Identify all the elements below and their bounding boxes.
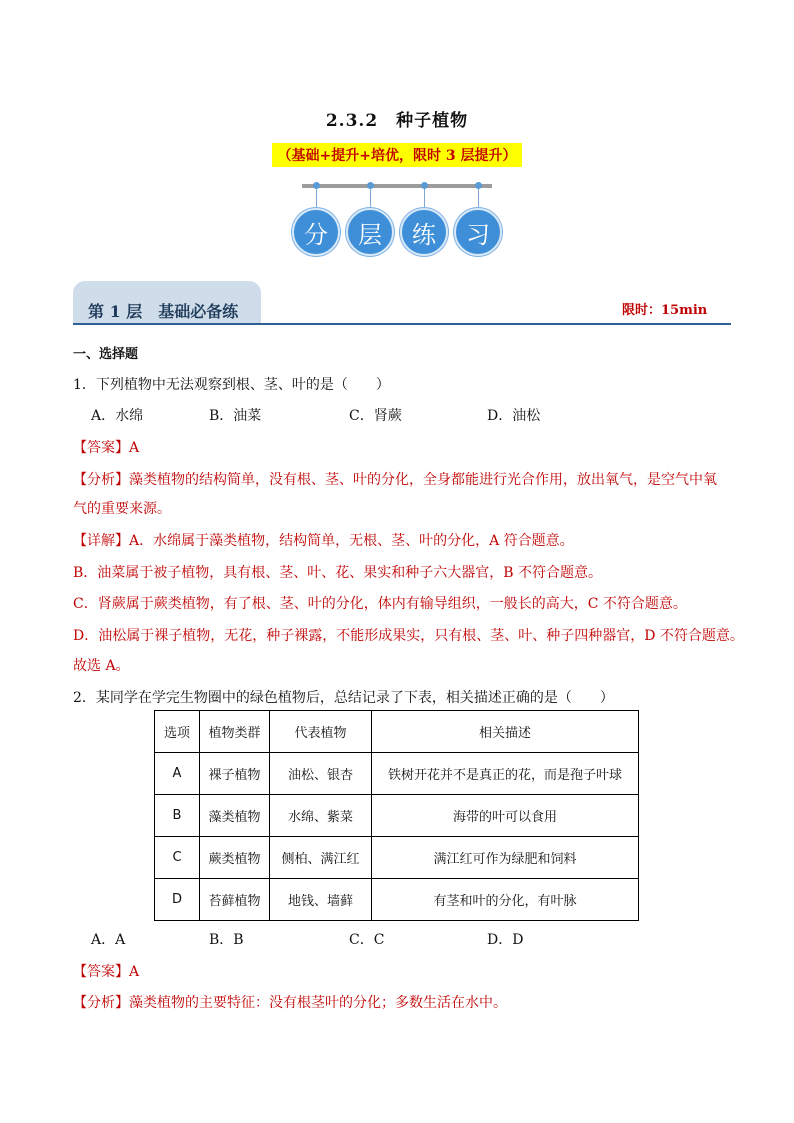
- table-cell: 满江红可作为绿肥和饲料: [372, 837, 639, 879]
- q2-option-d: D．D: [487, 932, 524, 948]
- badge-xi: 习: [454, 208, 502, 256]
- analysis-tag: 【分析】: [73, 472, 129, 488]
- answer-tag: 【答案】: [73, 964, 129, 980]
- table-header: 选项: [155, 711, 200, 753]
- table-cell: B: [155, 795, 200, 837]
- table-row: [155, 753, 639, 795]
- table-row: [155, 795, 639, 837]
- table-cell: 有茎和叶的分化，有叶脉: [372, 879, 639, 921]
- table-cell: 地钱、墙藓: [270, 879, 372, 921]
- q2-analysis: [73, 992, 507, 1012]
- q1-detail-d: D．油松属于裸子植物，无花，种子裸露，不能形成果实，只有根、茎、叶、种子四种器官，D 不符合题意。: [73, 628, 744, 644]
- q1-analysis-cont: 气的重要来源。: [73, 501, 171, 517]
- q1-stem: 1．下列植物中无法观察到根、茎、叶的是（ ）: [73, 377, 390, 393]
- badge-string: [370, 186, 371, 208]
- rail-knob-icon: [421, 182, 428, 189]
- q1-analysis: [73, 469, 717, 489]
- q1-detail-c: C．肾蕨属于蕨类植物，有了根、茎、叶的分化，体内有输导组织，一般长的高大，C 不符合题意。: [73, 596, 687, 612]
- table-header: 相关描述: [372, 711, 639, 753]
- rail-knob-icon: [367, 182, 374, 189]
- q1-option-b: B．油菜: [209, 408, 262, 424]
- q2-answer: [73, 961, 139, 981]
- table-row: [155, 879, 639, 921]
- table-cell: 苔藓植物: [200, 879, 270, 921]
- q1-option-a: A．水绵: [91, 408, 144, 424]
- analysis-text: 藻类植物的主要特征：没有根茎叶的分化；多数生活在水中。: [129, 995, 507, 1011]
- table-cell: 侧柏、满江红: [270, 837, 372, 879]
- time-limit: 限时：15min: [622, 303, 708, 318]
- badge-rail: [302, 184, 492, 188]
- badge-lian: 练: [400, 208, 448, 256]
- analysis-text: 藻类植物的结构简单，没有根、茎、叶的分化，全身都能进行光合作用，放出氧气，是空气中氧: [129, 472, 717, 488]
- rail-knob-icon: [475, 182, 482, 189]
- analysis-tag: 【分析】: [73, 995, 129, 1011]
- q2-stem: 2．某同学在学完生物圈中的绿色植物后，总结记录了下表，相关描述正确的是（ ）: [73, 690, 614, 706]
- q2-option-c: C．C: [349, 932, 385, 948]
- page-title: 2.3.2 种子植物: [325, 111, 469, 131]
- badge-fen: 分: [292, 208, 340, 256]
- table-cell: 水绵、紫菜: [270, 795, 372, 837]
- q1-answer: [73, 437, 139, 457]
- q1-option-c: C．肾蕨: [349, 408, 402, 424]
- level-label: 第 1 层 基础必备练: [88, 302, 239, 321]
- subtitle-wrap: [0, 143, 794, 167]
- badge-ceng: 层: [346, 208, 394, 256]
- table-header-row: [155, 711, 639, 753]
- table-cell: 油松、银杏: [270, 753, 372, 795]
- badge-string: [316, 186, 317, 208]
- answer-value: A: [129, 440, 140, 456]
- table-row: [155, 837, 639, 879]
- q2-table: [154, 710, 639, 921]
- q1-detail-a: [73, 530, 574, 550]
- badge-string: [424, 186, 425, 208]
- subtitle: （基础+提升+培优，限时 3 层提升）: [272, 143, 523, 167]
- answer-tag: 【答案】: [73, 440, 129, 456]
- level-divider: [73, 323, 731, 325]
- badge-string: [478, 186, 479, 208]
- table-cell: C: [155, 837, 200, 879]
- detail-text: A．水绵属于藻类植物，结构简单，无根、茎、叶的分化，A 符合题意。: [129, 533, 574, 549]
- q1-conclusion: 故选 A。: [73, 658, 130, 674]
- table-cell: D: [155, 879, 200, 921]
- table-header: 代表植物: [270, 711, 372, 753]
- table-cell: 海带的叶可以食用: [372, 795, 639, 837]
- answer-value: A: [129, 964, 140, 980]
- table-cell: A: [155, 753, 200, 795]
- table-cell: 藻类植物: [200, 795, 270, 837]
- q1-option-d: D．油松: [487, 408, 541, 424]
- q2-option-a: A．A: [91, 932, 126, 948]
- section-heading: 一、选择题: [73, 347, 139, 362]
- detail-tag: 【详解】: [73, 533, 129, 549]
- rail-knob-icon: [313, 182, 320, 189]
- table-cell: 蕨类植物: [200, 837, 270, 879]
- table-header: 植物类群: [200, 711, 270, 753]
- table-cell: 铁树开花并不是真正的花，而是孢子叶球: [372, 753, 639, 795]
- q1-detail-b: B．油菜属于被子植物，具有根、茎、叶、花、果实和种子六大器官，B 不符合题意。: [73, 565, 603, 581]
- table-cell: 裸子植物: [200, 753, 270, 795]
- q2-option-b: B．B: [209, 932, 244, 948]
